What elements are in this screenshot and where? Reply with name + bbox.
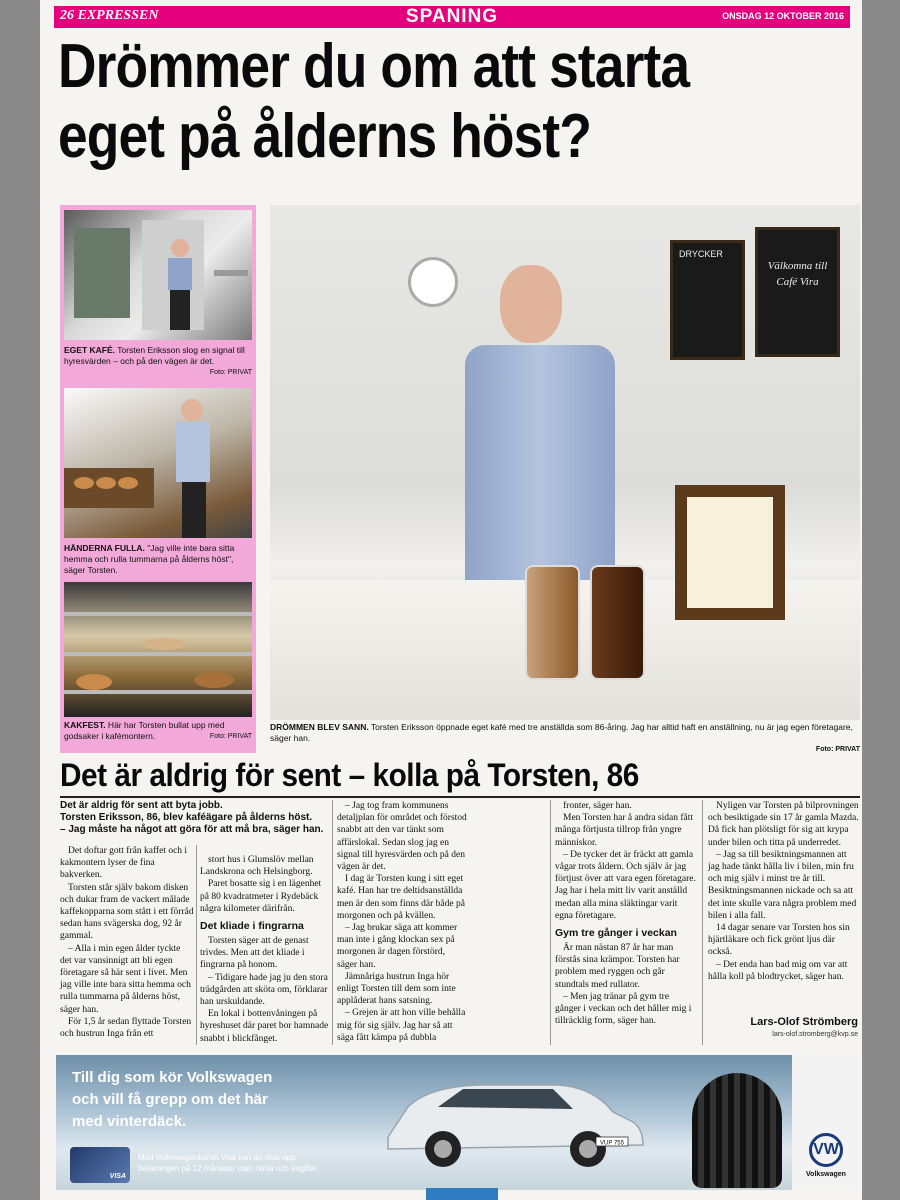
caption-3-credit: Foto: PRIVAT <box>209 733 252 740</box>
cookie-jar-2 <box>590 565 645 680</box>
caption-3-lead: KAKFEST. <box>64 720 106 730</box>
paragraph: stort hus i Glumslöv mellan Landskrona och Helsingborg. <box>200 855 314 878</box>
paragraph: fronter, säger han. <box>563 801 632 811</box>
vw-logo-icon: VW <box>809 1133 843 1167</box>
issue-date: ONSDAG 12 OKTOBER 2016 <box>722 11 844 21</box>
sub-headline: Det är aldrig för sent – kolla på Torsten, 86 <box>60 757 639 793</box>
ad-fineprint-line-2: betalningen på 12 månader utan ränta och avgifter. <box>138 1164 320 1173</box>
man-figure <box>465 265 615 595</box>
main-caption-credit: Foto: PRIVAT <box>815 746 860 753</box>
price-frame <box>675 485 785 620</box>
winter-tyre-image <box>692 1073 782 1188</box>
man-shirt <box>465 345 615 585</box>
page-number-label: 26 EXPRESSEN <box>60 8 159 23</box>
paragraph: Är man nästan 87 år har man förstås sina krämpor. Torsten har problem med ryggen och går stundtals med rullator. <box>555 943 680 990</box>
paragraph: I dag är Torsten kung i sitt eget kafé. Han har tre deltidsanställda men är den som finns där både på morgonen och på kvällen. <box>337 874 465 921</box>
newspaper-page <box>40 0 862 1200</box>
section-title: SPANING <box>405 6 499 27</box>
ad-headline-line-1: Till dig som kör Volkswagen <box>72 1069 273 1086</box>
paragraph: Torsten säger att de genast trivdes. Men att det kliade i fingrarna på honom. <box>200 936 309 971</box>
caption-2-text: "Jag ville inte bara sitta hemma och rulla tummarna på ålderns höst", säger Torsten. <box>64 543 235 575</box>
caption-3-text: Här har Torsten bullat upp med godsaker i kafémontern. <box>64 720 225 741</box>
column-rule <box>196 845 197 1045</box>
sidebar-caption-2 <box>64 543 252 576</box>
intro-line-1: Det är aldrig för sent att byta jobb. <box>60 800 223 811</box>
sidebar-photo-pastry-case <box>64 582 252 717</box>
paragraph: Torsten står själv bakom disken och dukar fram de vackert målade kaffekopparna som stått i ett förråd sedan hans svägerska dog, 92 år gammal. <box>60 882 194 942</box>
ad-headline-line-2: och vill få grepp om det här <box>72 1091 268 1108</box>
author-email: lars-olof.stromberg@kvp.se <box>772 1031 858 1038</box>
paragraph: – Alla i min egen ålder tyckte det var vansinnigt att bli egen företagare så här sent i livet. Men jag ville inte bara sitta hemma och rulla tummarna på ålderns höst, säger han. <box>60 943 191 1015</box>
paragraph: Paret bosatte sig i en lägenhet på 80 kvadratmeter i Rydebäck några kilometer därifrån. <box>200 879 322 914</box>
paragraph: – Men jag tränar på gym tre gånger i veckan och det håller mig i tillräcklig form, säger han. <box>555 991 692 1027</box>
body-column-2 <box>200 854 330 1045</box>
subheading: Det kliade i fingrarna <box>200 920 304 933</box>
column-rule <box>702 800 703 1045</box>
page-header-bar <box>54 6 850 28</box>
intro-line-2: Torsten Eriksson, 86, blev kaféägare på ålderns höst. <box>60 812 313 823</box>
paragraph: – Det enda han bad mig om var att hålla koll på blodtrycket, säger han. <box>708 959 848 982</box>
main-caption-text: Torsten Eriksson öppnade eget kafé med tre anställda som 86-åring. Jag har alltid haft en anställning, nu är jag egen företagare, säger han. <box>270 722 853 743</box>
page-scroll-indicator[interactable] <box>426 1188 498 1200</box>
headline-line-2: eget på ålderns höst? <box>58 102 592 171</box>
brand-name: Volkswagen <box>806 1171 846 1178</box>
paragraph: Det doftar gott från kaffet och i kakmontern lyser de fina bakverken. <box>60 846 188 881</box>
ad-fineprint-line-1: Med Volkswagenkortet Visa kan du dela upp <box>138 1153 296 1162</box>
subheading: Gym tre gånger i veckan <box>555 927 677 940</box>
caption-1-lead: EGET KAFÉ. <box>64 345 116 355</box>
body-column-1 <box>60 845 194 1040</box>
brand-panel <box>792 1055 860 1190</box>
body-column-5 <box>708 800 860 983</box>
license-plate: VUP 755 <box>600 1140 624 1147</box>
caption-1-text: Torsten Eriksson slog en signal till hyresvärden – och på den vägen är det. <box>64 345 245 366</box>
paragraph: – Jag brukar säga att kommer man inte i gång klockan sex på morgonen är dagen förstörd, säger han. <box>337 923 458 970</box>
paragraph: För 1,5 år sedan flyttade Torsten och hustrun Inga från ett <box>60 1016 192 1040</box>
headline-line-1: Drömmer du om att starta <box>58 32 690 101</box>
headline <box>58 32 737 172</box>
volkswagen-advertisement[interactable] <box>56 1055 860 1190</box>
storefront-illustration <box>64 210 252 340</box>
body-column-3 <box>337 800 467 1044</box>
caption-1-credit: Foto: PRIVAT <box>209 369 252 376</box>
man-head <box>500 265 562 343</box>
paragraph: – Jag tog fram kommunens detaljplan för området och förstod snabbt att den var tänkt som affärslokal. Sedan slog jag en signal till hyresvärden och på den vägen är det. <box>337 801 467 873</box>
paragraph: 14 dagar senare var Torsten hos sin hjärtläkare och fick grönt ljus där också. <box>708 923 850 958</box>
visa-card-icon <box>70 1147 130 1183</box>
sidebar-caption-1 <box>64 345 252 378</box>
paragraph: – De tycker det är fräckt att gamla vågar trots åldern. Och själv är jag förtjust över att vara egen företagare. Jag har i hela mitt liv varit anställd medan alla mina släktingar varit egna företagare. <box>555 849 696 921</box>
paragraph: – Jag sa till besiktningsmannen att jag hade tänkt hålla liv i bilen, min fru och mig själv i minst tre år till. Besiktningsmannen nickade och sa att det inte skulle vara några problem med bilen i alla fall. <box>708 849 857 921</box>
sidebar-photo-storefront <box>64 210 252 340</box>
ad-fineprint <box>138 1152 378 1174</box>
ad-headline-line-3: med vinterdäck. <box>72 1113 187 1130</box>
main-photo <box>270 205 860 720</box>
baking-illustration <box>64 388 252 538</box>
card-label: VISA <box>109 1173 126 1180</box>
body-column-4 <box>555 800 697 1027</box>
paragraph: Men Torsten har å andra sidan fått många förtjusta tillrop från yngre människor. <box>555 813 694 848</box>
caption-2-lead: HÄNDERNA FULLA. <box>64 543 145 553</box>
cookie-jar-1 <box>525 565 580 680</box>
main-caption-lead: DRÖMMEN BLEV SANN. <box>270 722 369 732</box>
divider <box>60 796 860 798</box>
paragraph: Jämnåriga hustrun Inga hör enligt Torsten till dem som inte applåderat hans satsning. <box>337 971 456 1007</box>
paragraph: Nyligen var Torsten på bilprovningen och besiktigade sin 17 år gamla Mazda. Då fick han plötsligt för sig att krypa under bilen och titta på underredet. <box>708 801 859 848</box>
paragraph: En lokal i bottenvåningen på hyreshuset där paret bor hamnade snabbt i blickfånget. <box>200 1009 329 1044</box>
column-rule <box>550 800 551 1045</box>
welcome-chalkboard <box>755 227 840 357</box>
clock-icon <box>408 257 458 307</box>
drinks-menu-board <box>670 240 745 360</box>
paragraph: – Tidigare hade jag ju den stora trädgården att sköta om, förklarar han urskuldande. <box>200 972 328 1008</box>
drinks-menu-title: DRYCKER <box>679 249 723 259</box>
paragraph: – Grejen är att hon ville behålla mig för sig själv. Jag har så att säga fått kämpa på dubbla <box>337 1008 466 1043</box>
ad-headline <box>72 1067 352 1133</box>
pastry-case-illustration <box>64 582 252 717</box>
sidebar-photo-baking <box>64 388 252 538</box>
column-rule <box>332 800 333 1045</box>
intro-line-3: – Jag måste ha något att göra för att må bra, säger han. <box>60 824 324 835</box>
welcome-text: Välkomna till Café Vira <box>767 260 828 288</box>
author-byline: Lars-Olof Strömberg <box>750 1016 858 1028</box>
sidebar-caption-3 <box>64 720 252 742</box>
main-photo-caption <box>270 722 860 755</box>
car-icon <box>368 1067 648 1177</box>
